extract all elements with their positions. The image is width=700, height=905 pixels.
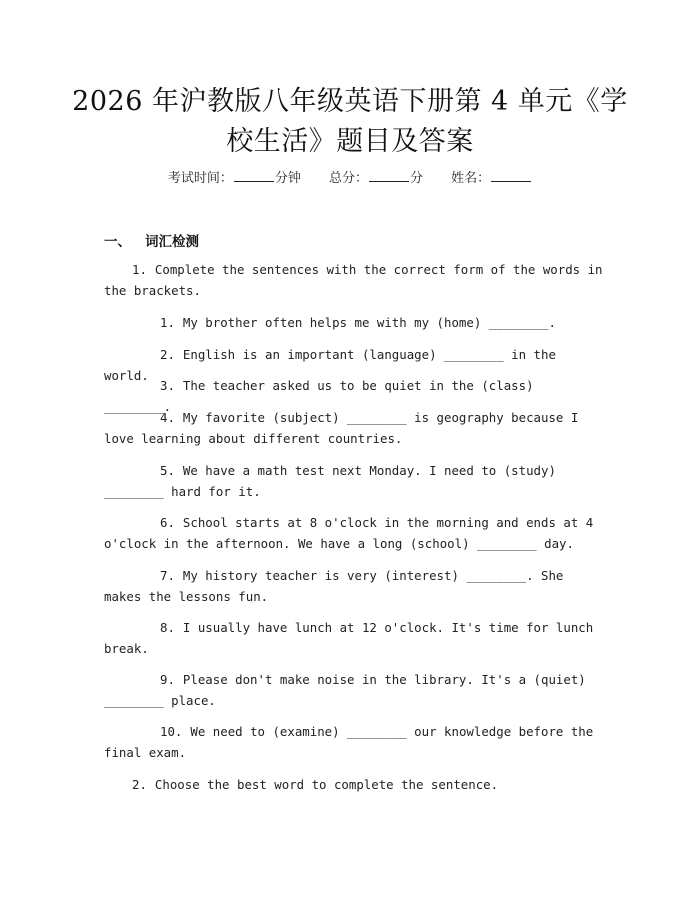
question-2-prompt: [104, 774, 604, 795]
item-text: English is an important (language) ________ in the world.: [104, 347, 556, 383]
item-text: My brother often helps me with my (home) ________.: [182, 315, 556, 330]
list-item: [104, 721, 604, 763]
item-number: 1.: [160, 315, 175, 330]
item-number: 3.: [160, 378, 175, 393]
item-number: 10.: [160, 724, 183, 739]
item-number: 8.: [160, 620, 175, 635]
list-item: [104, 669, 604, 711]
item-number: 4.: [160, 410, 175, 425]
section-number: 一、: [104, 234, 131, 250]
item-text: Please don't make noise in the library. It's a (quiet) ________ place.: [104, 672, 586, 708]
item-text: My history teacher is very (interest) ________. She makes the lessons fun.: [104, 568, 564, 604]
question-text: Complete the sentences with the correct form of the words in the brackets.: [104, 262, 603, 298]
item-number: 6.: [160, 515, 175, 530]
document-title: 2026 年沪教版八年级英语下册第 4 单元《学校生活》题目及答案: [72, 86, 628, 157]
exam-time-label: 考试时间：: [167, 171, 233, 186]
item-text: My favorite (subject) ________ is geography because I love learning about different countries.: [104, 410, 579, 446]
question-number: 2.: [132, 777, 147, 792]
exam-info: [0, 167, 700, 186]
student-name-blank[interactable]: [491, 169, 531, 182]
item-text: We have a math test next Monday. I need to (study) ________ hard for it.: [104, 463, 556, 499]
question-1-prompt: [104, 259, 604, 301]
student-name: [451, 167, 532, 186]
section-title: 词汇检测: [145, 234, 199, 250]
item-text: School starts at 8 o'clock in the morning and ends at 4 o'clock in the afternoon. We have a long (school) ________ day.: [104, 515, 594, 551]
item-text: We need to (examine) ________ our knowledge before the final exam.: [104, 724, 594, 760]
item-text: I usually have lunch at 12 o'clock. It's time for lunch break.: [104, 620, 594, 656]
item-number: 9.: [160, 672, 175, 687]
total-score-blank[interactable]: [369, 169, 409, 182]
exam-time: [168, 167, 301, 186]
list-item: [104, 617, 604, 659]
list-item: [104, 512, 604, 554]
item-number: 5.: [160, 463, 175, 478]
exam-time-unit: 分钟: [274, 171, 301, 186]
exam-time-blank[interactable]: [234, 169, 274, 182]
total-score: [329, 167, 423, 186]
item-number: 2.: [160, 347, 175, 362]
total-score-label: 总分：: [328, 171, 368, 186]
list-item: [104, 312, 604, 333]
list-item: [104, 460, 604, 502]
student-name-label: 姓名：: [451, 171, 491, 186]
list-item: [104, 565, 604, 607]
question-text: Choose the best word to complete the sentence.: [154, 777, 499, 792]
section-heading: [104, 230, 199, 250]
item-text: The teacher asked us to be quiet in the (class) ________.: [104, 378, 534, 414]
total-score-unit: 分: [410, 171, 424, 186]
item-number: 7.: [160, 568, 175, 583]
list-item: [104, 407, 604, 449]
question-number: 1.: [132, 262, 147, 277]
